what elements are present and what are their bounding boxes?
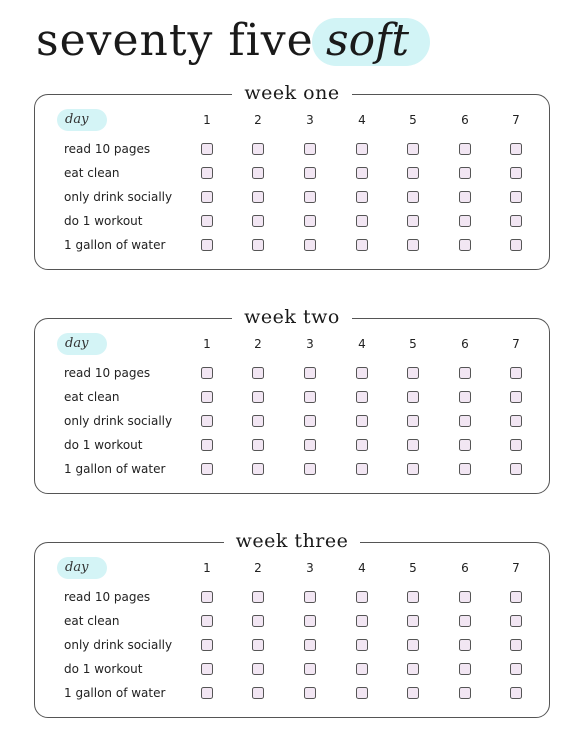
day-number-4: 4 bbox=[358, 337, 366, 351]
checkbox-do-1-workout-day-3[interactable] bbox=[304, 215, 316, 227]
checkbox-do-1-workout-day-4[interactable] bbox=[356, 439, 368, 451]
checkbox-gallon-of-water-day-4[interactable] bbox=[356, 687, 368, 699]
day-number-1: 1 bbox=[203, 337, 211, 351]
checkbox-gallon-of-water-day-4[interactable] bbox=[356, 463, 368, 475]
checkbox-eat-clean-day-4[interactable] bbox=[356, 615, 368, 627]
checkbox-gallon-of-water-day-2[interactable] bbox=[252, 687, 264, 699]
day-number-3: 3 bbox=[306, 113, 314, 127]
week-title-wrap bbox=[35, 81, 549, 105]
checkbox-only-drink-socially-day-4[interactable] bbox=[356, 415, 368, 427]
checkbox-gallon-of-water-day-7[interactable] bbox=[510, 687, 522, 699]
checkbox-eat-clean-day-4[interactable] bbox=[356, 167, 368, 179]
checkbox-read-10-pages-day-5[interactable] bbox=[407, 143, 419, 155]
checkbox-eat-clean-day-7[interactable] bbox=[510, 615, 522, 627]
checkbox-eat-clean-day-1[interactable] bbox=[201, 391, 213, 403]
habit-label-read-10-pages: read 10 pages bbox=[64, 590, 151, 604]
day-number-5: 5 bbox=[409, 113, 417, 127]
checkbox-do-1-workout-day-2[interactable] bbox=[252, 215, 264, 227]
week-three-table bbox=[34, 530, 550, 718]
habit-label-only-drink-socially: only drink socially bbox=[64, 414, 173, 428]
checkbox-read-10-pages-day-7[interactable] bbox=[510, 591, 522, 603]
checkbox-do-1-workout-day-6[interactable] bbox=[459, 215, 471, 227]
checkbox-only-drink-socially-day-1[interactable] bbox=[201, 639, 213, 651]
title-accent-text: soft bbox=[326, 15, 410, 66]
checkbox-do-1-workout-day-3[interactable] bbox=[304, 663, 316, 675]
week-title: week three bbox=[224, 529, 361, 553]
checkbox-eat-clean-day-2[interactable] bbox=[252, 615, 264, 627]
checkbox-gallon-of-water-day-6[interactable] bbox=[459, 239, 471, 251]
checkbox-gallon-of-water-day-2[interactable] bbox=[252, 239, 264, 251]
checkbox-eat-clean-day-7[interactable] bbox=[510, 167, 522, 179]
week-title-wrap bbox=[35, 305, 549, 329]
checkbox-do-1-workout-day-1[interactable] bbox=[201, 439, 213, 451]
day-number-6: 6 bbox=[461, 337, 469, 351]
checkbox-gallon-of-water-day-5[interactable] bbox=[407, 687, 419, 699]
checkbox-gallon-of-water-day-6[interactable] bbox=[459, 463, 471, 475]
day-number-5: 5 bbox=[409, 561, 417, 575]
checkbox-read-10-pages-day-1[interactable] bbox=[201, 591, 213, 603]
habit-label-only-drink-socially: only drink socially bbox=[64, 190, 173, 204]
checkbox-do-1-workout-day-4[interactable] bbox=[356, 215, 368, 227]
checkbox-gallon-of-water-day-5[interactable] bbox=[407, 463, 419, 475]
day-number-2: 2 bbox=[254, 561, 262, 575]
habit-label-do-1-workout: do 1 workout bbox=[64, 662, 143, 676]
habit-label-do-1-workout: do 1 workout bbox=[64, 438, 143, 452]
checkbox-read-10-pages-day-4[interactable] bbox=[356, 143, 368, 155]
checkbox-eat-clean-day-5[interactable] bbox=[407, 391, 419, 403]
checkbox-eat-clean-day-7[interactable] bbox=[510, 391, 522, 403]
checkbox-only-drink-socially-day-5[interactable] bbox=[407, 639, 419, 651]
checkbox-gallon-of-water-day-3[interactable] bbox=[304, 463, 316, 475]
checkbox-eat-clean-day-1[interactable] bbox=[201, 615, 213, 627]
week-two-table bbox=[34, 306, 550, 494]
checkbox-only-drink-socially-day-7[interactable] bbox=[510, 639, 522, 651]
checkbox-eat-clean-day-6[interactable] bbox=[459, 391, 471, 403]
checkbox-gallon-of-water-day-7[interactable] bbox=[510, 463, 522, 475]
checkbox-read-10-pages-day-4[interactable] bbox=[356, 367, 368, 379]
checkbox-do-1-workout-day-5[interactable] bbox=[407, 663, 419, 675]
checkbox-read-10-pages-day-3[interactable] bbox=[304, 367, 316, 379]
week-title: week two bbox=[232, 305, 352, 329]
day-label: day bbox=[65, 112, 89, 127]
checkbox-only-drink-socially-day-7[interactable] bbox=[510, 191, 522, 203]
checkbox-gallon-of-water-day-2[interactable] bbox=[252, 463, 264, 475]
title-main-text: seventy five bbox=[36, 15, 314, 66]
checkbox-do-1-workout-day-6[interactable] bbox=[459, 663, 471, 675]
habit-label-do-1-workout: do 1 workout bbox=[64, 214, 143, 228]
week-one-table bbox=[34, 82, 550, 270]
checkbox-gallon-of-water-day-4[interactable] bbox=[356, 239, 368, 251]
day-number-3: 3 bbox=[306, 561, 314, 575]
checkbox-read-10-pages-day-5[interactable] bbox=[407, 591, 419, 603]
checkbox-only-drink-socially-day-3[interactable] bbox=[304, 415, 316, 427]
checkbox-eat-clean-day-4[interactable] bbox=[356, 391, 368, 403]
checkbox-read-10-pages-day-6[interactable] bbox=[459, 143, 471, 155]
checkbox-read-10-pages-day-7[interactable] bbox=[510, 367, 522, 379]
checkbox-only-drink-socially-day-1[interactable] bbox=[201, 415, 213, 427]
week-title: week one bbox=[232, 81, 351, 105]
day-number-1: 1 bbox=[203, 113, 211, 127]
checkbox-do-1-workout-day-1[interactable] bbox=[201, 215, 213, 227]
checkbox-only-drink-socially-day-5[interactable] bbox=[407, 191, 419, 203]
checkbox-gallon-of-water-day-1[interactable] bbox=[201, 239, 213, 251]
checkbox-read-10-pages-day-4[interactable] bbox=[356, 591, 368, 603]
checkbox-only-drink-socially-day-2[interactable] bbox=[252, 415, 264, 427]
day-number-7: 7 bbox=[512, 337, 520, 351]
habit-label-only-drink-socially: only drink socially bbox=[64, 638, 173, 652]
checkbox-read-10-pages-day-3[interactable] bbox=[304, 143, 316, 155]
checkbox-do-1-workout-day-4[interactable] bbox=[356, 663, 368, 675]
day-number-3: 3 bbox=[306, 337, 314, 351]
checkbox-read-10-pages-day-2[interactable] bbox=[252, 143, 264, 155]
day-label: day bbox=[65, 336, 89, 351]
checkbox-only-drink-socially-day-4[interactable] bbox=[356, 639, 368, 651]
checkbox-only-drink-socially-day-4[interactable] bbox=[356, 191, 368, 203]
checkbox-gallon-of-water-day-3[interactable] bbox=[304, 687, 316, 699]
day-number-4: 4 bbox=[358, 561, 366, 575]
checkbox-eat-clean-day-3[interactable] bbox=[304, 615, 316, 627]
checkbox-only-drink-socially-day-3[interactable] bbox=[304, 191, 316, 203]
checkbox-gallon-of-water-day-5[interactable] bbox=[407, 239, 419, 251]
checkbox-eat-clean-day-1[interactable] bbox=[201, 167, 213, 179]
habit-label-eat-clean: eat clean bbox=[64, 166, 120, 180]
day-number-6: 6 bbox=[461, 113, 469, 127]
checkbox-do-1-workout-day-7[interactable] bbox=[510, 663, 522, 675]
checkbox-eat-clean-day-5[interactable] bbox=[407, 615, 419, 627]
checkbox-only-drink-socially-day-5[interactable] bbox=[407, 415, 419, 427]
checkbox-only-drink-socially-day-6[interactable] bbox=[459, 639, 471, 651]
checkbox-only-drink-socially-day-7[interactable] bbox=[510, 415, 522, 427]
checkbox-do-1-workout-day-6[interactable] bbox=[459, 439, 471, 451]
checkbox-gallon-of-water-day-6[interactable] bbox=[459, 687, 471, 699]
checkbox-only-drink-socially-day-6[interactable] bbox=[459, 415, 471, 427]
checkbox-do-1-workout-day-2[interactable] bbox=[252, 663, 264, 675]
checkbox-eat-clean-day-2[interactable] bbox=[252, 391, 264, 403]
day-number-2: 2 bbox=[254, 337, 262, 351]
habit-label-read-10-pages: read 10 pages bbox=[64, 142, 151, 156]
checkbox-do-1-workout-day-2[interactable] bbox=[252, 439, 264, 451]
checkbox-read-10-pages-day-5[interactable] bbox=[407, 367, 419, 379]
checkbox-only-drink-socially-day-3[interactable] bbox=[304, 639, 316, 651]
day-number-7: 7 bbox=[512, 113, 520, 127]
checkbox-eat-clean-day-6[interactable] bbox=[459, 167, 471, 179]
checkbox-gallon-of-water-day-1[interactable] bbox=[201, 463, 213, 475]
checkbox-read-10-pages-day-2[interactable] bbox=[252, 367, 264, 379]
habit-label-eat-clean: eat clean bbox=[64, 390, 120, 404]
checkbox-read-10-pages-day-2[interactable] bbox=[252, 591, 264, 603]
habit-label-read-10-pages: read 10 pages bbox=[64, 366, 151, 380]
day-label: day bbox=[65, 560, 89, 575]
day-number-1: 1 bbox=[203, 561, 211, 575]
checkbox-read-10-pages-day-6[interactable] bbox=[459, 591, 471, 603]
checkbox-gallon-of-water-day-7[interactable] bbox=[510, 239, 522, 251]
day-number-4: 4 bbox=[358, 113, 366, 127]
checkbox-only-drink-socially-day-1[interactable] bbox=[201, 191, 213, 203]
checkbox-only-drink-socially-day-2[interactable] bbox=[252, 639, 264, 651]
day-number-6: 6 bbox=[461, 561, 469, 575]
checkbox-do-1-workout-day-1[interactable] bbox=[201, 663, 213, 675]
habit-label-gallon-of-water: 1 gallon of water bbox=[64, 462, 166, 476]
checkbox-do-1-workout-day-3[interactable] bbox=[304, 439, 316, 451]
checkbox-do-1-workout-day-5[interactable] bbox=[407, 215, 419, 227]
checkbox-read-10-pages-day-1[interactable] bbox=[201, 367, 213, 379]
day-number-2: 2 bbox=[254, 113, 262, 127]
day-number-7: 7 bbox=[512, 561, 520, 575]
habit-label-gallon-of-water: 1 gallon of water bbox=[64, 238, 166, 252]
checkbox-read-10-pages-day-3[interactable] bbox=[304, 591, 316, 603]
checkbox-gallon-of-water-day-3[interactable] bbox=[304, 239, 316, 251]
checkbox-eat-clean-day-6[interactable] bbox=[459, 615, 471, 627]
habit-label-eat-clean: eat clean bbox=[64, 614, 120, 628]
checkbox-gallon-of-water-day-1[interactable] bbox=[201, 687, 213, 699]
checkbox-do-1-workout-day-7[interactable] bbox=[510, 215, 522, 227]
habit-label-gallon-of-water: 1 gallon of water bbox=[64, 686, 166, 700]
checkbox-eat-clean-day-3[interactable] bbox=[304, 167, 316, 179]
week-title-wrap bbox=[35, 529, 549, 553]
checkbox-do-1-workout-day-7[interactable] bbox=[510, 439, 522, 451]
checkbox-read-10-pages-day-6[interactable] bbox=[459, 367, 471, 379]
checkbox-read-10-pages-day-1[interactable] bbox=[201, 143, 213, 155]
checkbox-eat-clean-day-2[interactable] bbox=[252, 167, 264, 179]
day-number-5: 5 bbox=[409, 337, 417, 351]
checkbox-eat-clean-day-3[interactable] bbox=[304, 391, 316, 403]
checkbox-do-1-workout-day-5[interactable] bbox=[407, 439, 419, 451]
checkbox-eat-clean-day-5[interactable] bbox=[407, 167, 419, 179]
checkbox-read-10-pages-day-7[interactable] bbox=[510, 143, 522, 155]
checkbox-only-drink-socially-day-2[interactable] bbox=[252, 191, 264, 203]
checkbox-only-drink-socially-day-6[interactable] bbox=[459, 191, 471, 203]
